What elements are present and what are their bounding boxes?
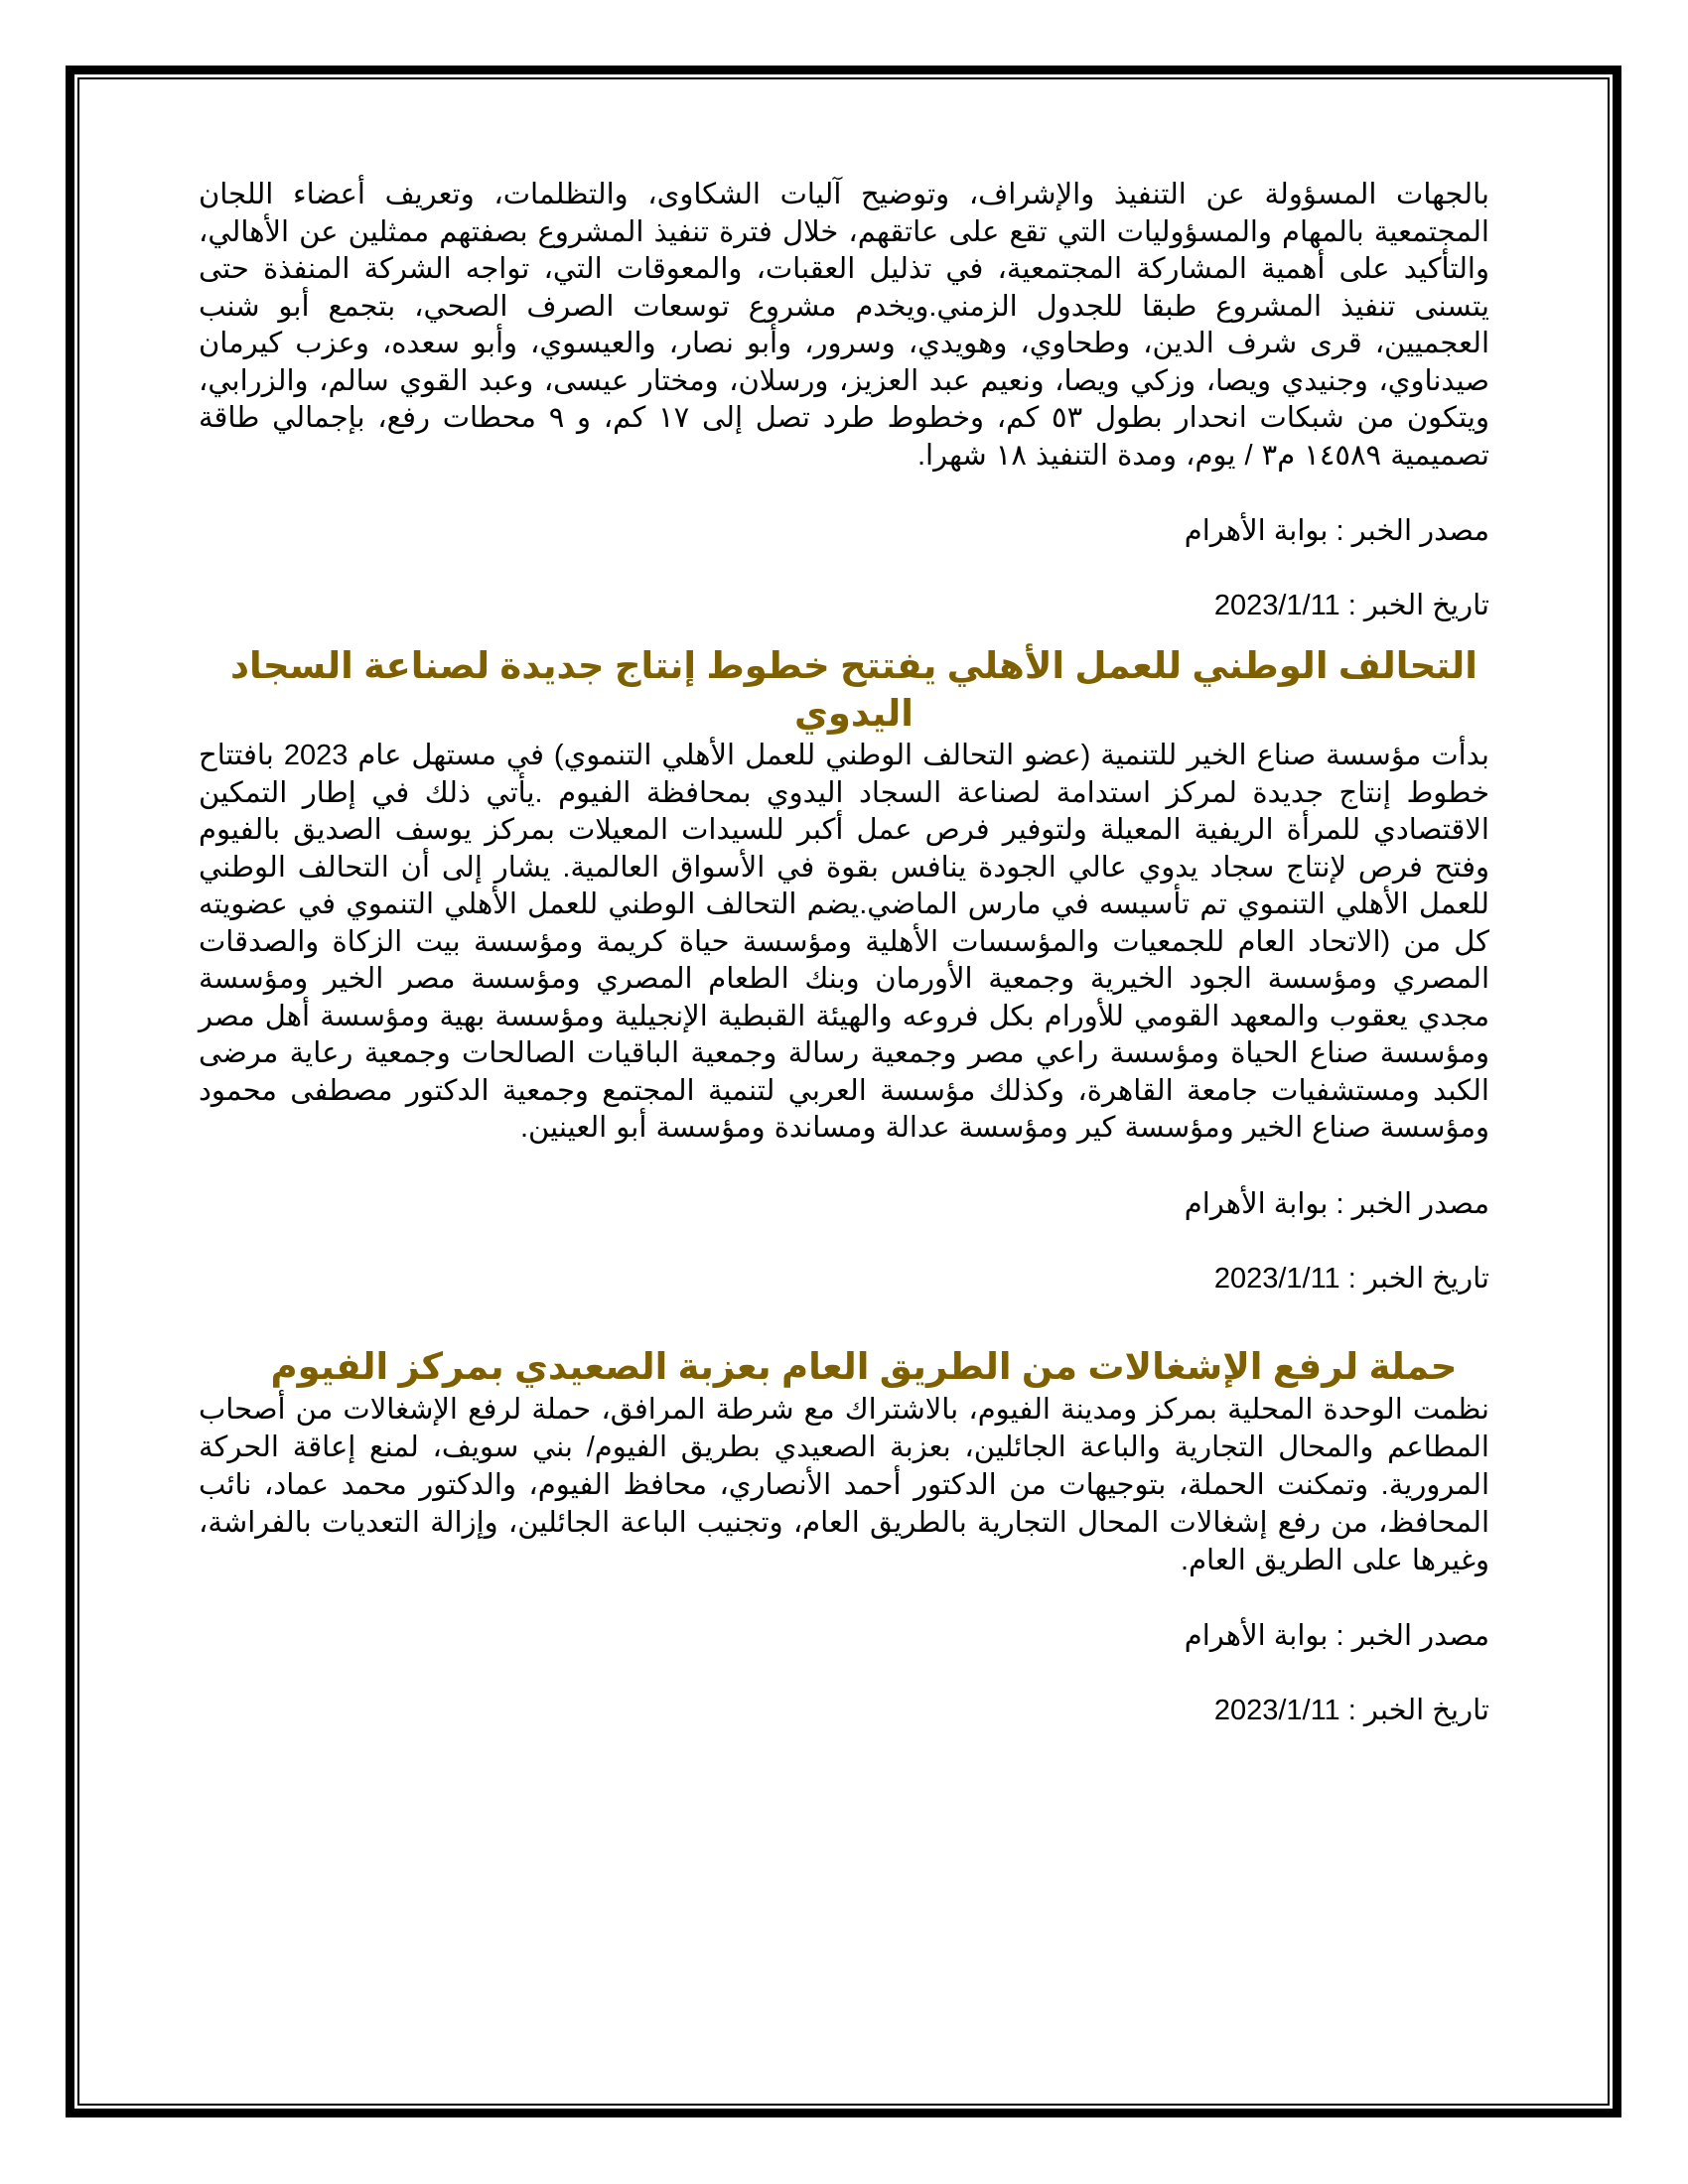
article-2-date: تاريخ الخبر : 2023/1/11 bbox=[1213, 1262, 1489, 1295]
article-2-body: بدأت مؤسسة صناع الخير للتنمية (عضو التحالف الوطني للعمل الأهلي التنموي) في مستهل عام 2023 بافتتاح خطوط إنتاج جديدة لمركز استدامة لصناعة السجاد اليدوي بمحافظة الفيوم .يأتي ذلك في إطار التمكين الاقتصادي للمرأة الريفية المعيلة ولتوفير فرص عمل أكبر للسيدات المعيلات بمركز يوسف الصديق بالفيوم وفتح فرص لإنتاج سجاد يدوي عالي الجودة ينافس بقوة في الأسواق العالمية. يشار إلى أن التحالف الوطني للعمل الأهلي التنموي تم تأسيسه في مارس الماضي.يضم التحالف الوطني للعمل الأهلي التنموي في عضويته كل من (الاتحاد العام للجمعيات والمؤسسات الأهلية ومؤسسة حياة كريمة ومؤسسة بيت الزكاة والصدقات المصري ومؤسسة الجود الخيرية وجمعية الأورمان وبنك الطعام المصري ومؤسسة مصر الخير ومؤسسة مجدي يعقوب والمعهد القومي للأورام بكل فروعه والهيئة القبطية الإنجيلية ومؤسسة بهية ومؤسسة أهل مصر ومؤسسة صناع الحياة ومؤسسة راعي مصر وجمعية رسالة وجمعية الباقيات الصالحات وجمعية رعاية مرضى الكبد ومستشفيات جامعة القاهرة، وكذلك مؤسسة العربي لتنمية المجتمع وجمعية الدكتور مصطفى محمود ومؤسسة صناع الخير ومؤسسة كير ومؤسسة عدالة ومساندة ومؤسسة أبو العينين. bbox=[199, 740, 1489, 1144]
article-1-source: مصدر الخبر : بوابة الأهرام bbox=[1184, 515, 1489, 547]
article-1 bbox=[199, 177, 1489, 624]
article-2-source: مصدر الخبر : بوابة الأهرام bbox=[1184, 1187, 1489, 1220]
page-content bbox=[199, 177, 1489, 1729]
article-1-body: بالجهات المسؤولة عن التنفيذ والإشراف، وتوضيح آليات الشكاوى، والتظلمات، وتعريف أعضاء اللجان المجتمعية بالمهام والمسؤوليات التي تقع على عاتقهم، خلال فترة تنفيذ المشروع بصفتهم ممثلين عن الأهالي، والتأكيد على أهمية المشاركة المجتمعية، في تذليل العقبات، والمعوقات التي، تواجه الشركة المنفذة حتى يتسنى تنفيذ المشروع طبقا للجدول الزمني.ويخدم مشروع توسعات الصرف الصحي، بتجمع أبو شنب العجميين، قرى شرف الدين، وطحاوي، وهويدي، وسرور، وأبو نصار، والعيسوي، وأبو سعده، وعزب كيرمان صيدناوي، وجنيدي ويصا، وزكي ويصا، ونعيم عبد العزيز، ورسلان، ومختار عيسى، وعبد القوي سالم، والزرابي، ويتكون من شبكات انحدار بطول ٥٣ كم، وخطوط طرد تصل إلى ١٧ كم، و ٩ محطات رفع، بإجمالي طاقة تصميمية ١٤٥٨٩ م٣ / يوم، ومدة التنفيذ ١٨ شهرا. bbox=[199, 179, 1489, 472]
article-3-headline: حملة لرفع الإشغالات من الطريق العام بعزبة الصعيدي بمركز الفيوم bbox=[270, 1345, 1458, 1387]
article-2-headline: التحالف الوطني للعمل الأهلي يفتتح خطوط إنتاج جديدة لصناعة السجاد اليدوي bbox=[230, 645, 1477, 734]
article-1-date: تاريخ الخبر : 2023/1/11 bbox=[1213, 590, 1489, 621]
article-2 bbox=[199, 642, 1489, 1297]
article-3-date: تاريخ الخبر : 2023/1/11 bbox=[1213, 1694, 1489, 1726]
article-3-body: نظمت الوحدة المحلية بمركز ومدينة الفيوم، بالاشتراك مع شرطة المرافق، حملة لرفع الإشغالات من أصحاب المطاعم والمحال التجارية والباعة الجائلين، بعزبة الصعيدي بطريق الفيوم/ بني سويف، لمنع إعاقة الحركة المرورية. وتمكنت الحملة، بتوجيهات من الدكتور أحمد الأنصاري، محافظ الفيوم، والدكتور محمد عماد، نائب المحافظ، من رفع إشغالات المحال التجارية بالطريق العام، وتجنيب الباعة الجائلين، وإزالة التعديات بالفراشة، وغيرها على الطريق العام. bbox=[199, 1393, 1489, 1576]
article-3-source: مصدر الخبر : بوابة الأهرام bbox=[1184, 1619, 1489, 1652]
article-3 bbox=[199, 1343, 1489, 1729]
